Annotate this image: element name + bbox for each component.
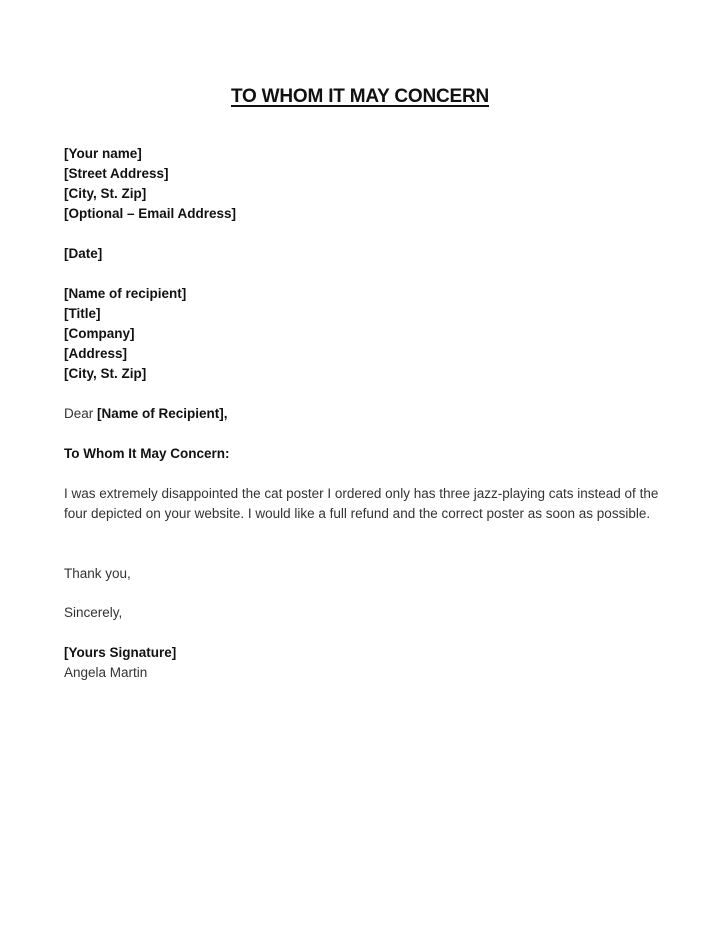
letter-title-text: TO WHOM IT MAY CONCERN (230, 86, 490, 107)
salutation-name: [Name of Recipient], (97, 406, 228, 421)
recipient-name: [Name of recipient] (64, 286, 187, 301)
signer-name: Angela Martin (64, 665, 148, 680)
salutation (64, 404, 228, 424)
sender-city: [City, St. Zip] (64, 186, 147, 201)
body-paragraph: I was extremely disappointed the cat poster I ordered only has three jazz-playing cats instead of the four depicted on your website. I would like a full refund and the correct poster as soon as possible. (64, 486, 659, 521)
recipient-company: [Company] (64, 326, 135, 341)
subject-line: To Whom It May Concern: (64, 446, 230, 461)
sender-name: [Your name] (64, 146, 142, 161)
sender-street: [Street Address] (64, 166, 169, 181)
recipient-city: [City, St. Zip] (64, 366, 147, 381)
thanks-line: Thank you, (64, 566, 131, 581)
sender-email: [Optional – Email Address] (64, 206, 237, 221)
letter-title (0, 86, 720, 108)
closing-line: Sincerely, (64, 605, 123, 620)
recipient-title: [Title] (64, 306, 101, 321)
salutation-prefix: Dear (64, 406, 98, 421)
recipient-address: [Address] (64, 346, 128, 361)
letter-date: [Date] (64, 246, 103, 261)
signature-label: [Yours Signature] (64, 645, 177, 660)
